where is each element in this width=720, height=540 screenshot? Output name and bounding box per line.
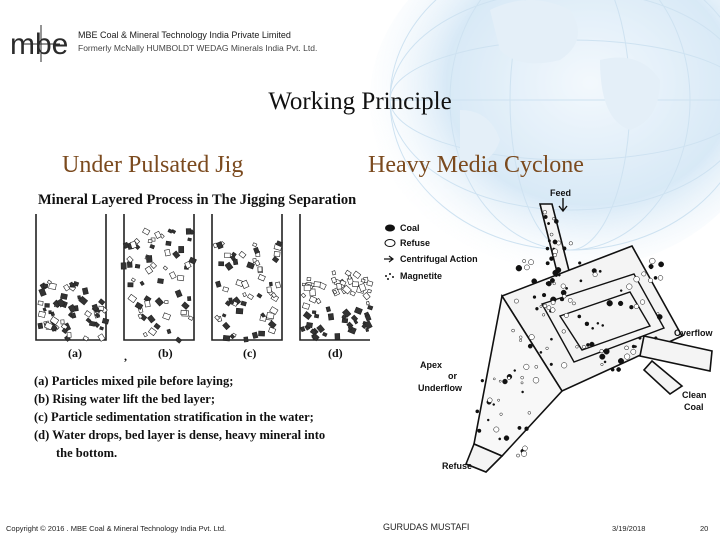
jig-particle [50,316,59,324]
cyclone-particle [582,345,585,348]
cyclone-particle [481,379,484,382]
jig-particle [155,298,163,306]
cyclone-particle [578,315,581,318]
jig-particle [71,313,76,318]
cyclone-particle [528,411,531,414]
jig-particle [302,303,309,310]
jig-particle [309,296,317,303]
jig-particle [145,300,151,307]
cyclone-particle [493,404,495,406]
cyclone-diagram [382,186,720,476]
magnetite-dots-icon [385,273,394,280]
cyclone-particle [535,365,538,368]
cyclone-particle [607,300,613,306]
cyclone-particle [546,347,549,350]
jig-particle [303,311,311,319]
cyclone-particle [523,259,526,262]
cyclone-particle [569,242,572,245]
cyclone-particle [548,240,550,242]
mbe-logo [8,22,74,64]
cyclone-particle [524,364,529,369]
cyclone-particle [597,322,599,324]
cyclone-particle [627,284,633,290]
cyclone-particle [550,338,552,340]
jig-particle [331,277,336,283]
jig-particle [252,332,258,338]
description-line-d: (d) Water drops, bed layer is dense, heavy mineral into [34,428,326,442]
cyclone-particle [542,314,545,317]
cyclone-particle [617,367,621,371]
jig-particle [143,332,147,337]
cyclone-particle [604,361,606,363]
logo-text: mbe [10,28,69,61]
jig-particle [128,283,133,287]
jig-particle [43,308,46,312]
jig-particle [225,262,233,270]
cyclone-particle [516,265,522,271]
cyclone-particle [649,258,655,264]
company-name: MBE Coal & Mineral Technology India Private Limited [78,30,291,40]
cyclone-particle [535,307,538,310]
arrow-right-icon [384,256,393,262]
jig-particle [352,282,358,287]
cyclone-particle [529,334,534,339]
panel-label-c: (c) [243,346,257,360]
jig-particle [165,301,168,304]
jig-particle [258,331,264,336]
jig-particle [179,246,184,252]
jig-particle [258,274,265,281]
cyclone-particle [563,247,567,251]
clean-coal-line2: Coal [684,402,704,412]
feed-label: Feed [550,188,572,198]
jig-particle [166,241,171,246]
jig-particle [177,275,184,281]
cyclone-particle [568,298,572,302]
cyclone-particle [553,270,559,276]
former-company-name: Formerly McNally HUMBOLDT WEDAG Minerals India Pvt. Ltd. [78,43,318,53]
feed-arrow-icon [559,198,567,211]
jig-particle [155,231,162,238]
cyclone-particle [533,296,536,299]
cyclone-particle [477,429,481,433]
jig-particle [225,253,231,258]
cyclone-particle [631,349,636,354]
jig-particle [182,302,190,310]
cyclone-particle [576,346,579,349]
jig-particle [268,321,276,329]
jig-particle [363,292,370,299]
jig-particle [188,316,193,321]
cyclone-particle [625,346,629,350]
jig-particle [38,301,43,305]
cyclone-particle [544,215,547,218]
jig-particle [257,293,262,298]
cyclone-particle [642,272,646,276]
jig-particle [314,282,321,287]
jig-particle [268,327,275,334]
jig-particle [258,267,262,272]
cyclone-particle [578,262,581,265]
cyclone-particle [514,299,518,303]
cyclone-particle [532,279,537,284]
cyclone-particle [554,219,558,223]
jig-particle [247,294,253,300]
panel-label-d: (d) [328,346,343,360]
description-line-a: (a) Particles mixed pile before laying; [34,374,234,388]
jig-particle [244,337,248,342]
jig-subtitle: Under Pulsated Jig [62,152,244,178]
cyclone-particle [550,233,553,236]
jig-particle [328,313,334,320]
jig-particle [366,328,369,332]
jig-particle [267,312,275,318]
jig-particle [135,264,140,268]
jig-particle [300,327,305,332]
description-line-c: (c) Particle sedimentation stratification in the water; [34,410,314,424]
jig-particle [167,329,171,334]
cyclone-particle [658,275,663,280]
cyclone-particle [639,337,642,340]
description-line-e: the bottom. [56,446,118,460]
cyclone-particle [593,272,597,276]
legend-refuse: Refuse [400,238,431,248]
cyclone-particle [525,427,529,431]
cyclone-particle [611,368,614,371]
jig-particle [150,244,155,248]
cyclone-particle [599,270,601,272]
cyclone-particle [550,363,553,366]
panel-label-a: (a) [68,346,82,360]
apex-label-line1: Apex [420,360,443,370]
jig-particle [253,243,257,247]
jig-particle [175,337,181,343]
cyclone-particle [521,382,523,384]
jig-particle [222,314,226,317]
cyclone-particle [600,354,605,359]
jig-particle [326,307,331,312]
cyclone-particle [522,391,524,393]
jig-particle [223,287,229,292]
cyclone-particle [634,276,640,282]
jig-particle [142,228,149,235]
cyclone-particle [564,313,568,317]
jig-particle [121,263,126,269]
cyclone-particle [618,358,623,363]
jig-particle [131,278,135,282]
coal-blob-icon [385,225,395,232]
cyclone-particle [561,363,567,369]
jig-particle [215,281,221,287]
jig-particle [63,284,69,291]
cyclone-particle [500,413,503,416]
cyclone-particle [542,293,546,297]
cyclone-particle [503,379,508,384]
cyclone-particle [562,294,566,298]
jig-particle [78,296,81,300]
jig-particle [157,278,163,283]
jig-particle [350,291,355,296]
jig-particle [267,287,272,293]
cyclone-particle [550,308,555,313]
jig-particle [368,305,373,310]
cyclone-particle [600,349,604,353]
cyclone-particle [521,376,524,379]
cyclone-particle [618,301,623,306]
cyclone-particle [649,264,653,268]
jig-particle [236,308,243,314]
cyclone-particle [654,337,657,340]
jig-particle [367,281,373,287]
jig-particle [255,260,260,266]
jig-particle [45,303,50,307]
cyclone-particle [476,410,479,413]
cyclone-particle [547,222,549,224]
jig-particle [223,335,230,341]
jig-particle [39,288,46,296]
jig-particle [301,293,306,298]
jig-particle [85,311,92,318]
jig-particle [147,315,155,323]
cyclone-particle [547,281,552,286]
cyclone-particle [632,345,635,348]
jig-particle [312,311,316,314]
cyclone-particle [658,262,663,267]
refuse-outlet-label: Refuse [442,461,473,471]
jig-particle [366,301,369,305]
cyclone-particle [562,330,566,334]
cyclone-particle [507,376,510,379]
cyclone-particle [549,257,553,261]
cyclone-particle [604,349,610,355]
jig-particle [223,322,230,329]
cyclone-particle [648,278,652,282]
jig-particle [154,323,160,329]
cyclone-particle [585,322,589,326]
legend-magnetite: Magnetite [400,271,443,281]
jig-particle [269,282,272,286]
cyclone-particle [488,398,493,403]
cyclone-particle [547,306,551,310]
jig-particle [92,304,98,311]
jig-particle [367,289,371,293]
jig-particle [348,276,351,280]
jig-particle [175,290,182,298]
jig-particle [100,327,104,331]
footer-copyright: Copyright © 2016 . MBE Coal & Mineral Technology India Pvt. Ltd. [6,524,227,533]
cyclone-legend [384,223,478,281]
jig-particle [168,229,173,233]
jig-particle [345,270,351,276]
cyclone-particle [519,336,522,339]
cyclone-particle [493,378,495,380]
jig-particle [163,313,171,320]
jig-particle [307,277,311,280]
jig-particle [163,266,167,270]
jig-particle [233,259,238,265]
cyclone-particle [528,260,533,265]
cyclone-particle [494,427,499,432]
clean-coal-line1: Clean [682,390,707,400]
jig-particle [140,281,144,285]
jig-particle [275,282,280,288]
cyclone-particle [602,324,604,326]
cyclone-particle [512,329,515,332]
jig-particle [99,299,105,305]
jig-particle [241,301,247,306]
cyclone-particle [528,344,532,348]
cyclone-particle [592,327,594,329]
slide-title: Working Principle [268,88,452,115]
footer-date: 3/19/2018 [612,524,646,533]
jig-particle [82,288,88,295]
refuse-blob-icon [385,240,395,247]
cyclone-particle [504,436,509,441]
jig-particle [165,249,171,256]
jig-particle [186,229,191,235]
description-line-b: (b) Rising water lift the bed layer; [34,392,215,406]
cyclone-particle [624,354,630,360]
cyclone-subtitle: Heavy Media Cyclone [368,152,584,178]
jig-particle [353,271,361,279]
cyclone-particle [546,261,550,265]
cyclone-particle [586,343,589,346]
jig-particle [332,271,336,275]
jig-particle [314,314,319,318]
cyclone-particle [533,377,539,383]
apex-label-line3: Underflow [418,383,462,393]
jig-particle [272,256,278,262]
jig-particle [145,266,153,274]
cyclone-particle [540,351,542,353]
cyclone-particle [654,276,657,279]
overflow-label: Overflow [674,328,713,338]
cyclone-particle [543,210,547,214]
footer-page-number: 20 [700,524,709,533]
jig-particle [335,333,340,339]
cyclone-particle [551,300,555,304]
jig-particle [43,284,47,288]
jig-particle [169,272,176,279]
cyclone-particle [524,265,529,270]
cyclone-particle [640,300,645,305]
cyclone-particle [514,370,516,372]
stray-mark: , [124,349,127,363]
cyclone-particle [590,342,595,347]
cyclone-particle [561,284,566,289]
jig-particle [89,321,95,326]
jig-particle [38,311,45,317]
jig-particle [239,251,246,258]
cyclone-particle [634,304,639,309]
cyclone-particle [519,339,521,341]
jig-particle [99,306,104,310]
cyclone-particle [516,454,519,457]
cyclone-particle [553,253,556,256]
footer-author: GURUDAS MUSTAFI [383,522,470,532]
jig-particle [188,238,192,241]
jig-particle [254,247,260,253]
cyclone-particle [657,314,662,319]
jig-particle [304,285,311,290]
jig-panels-illustration [28,210,380,345]
cyclone-particle [629,305,633,309]
jig-particle [365,314,371,321]
legend-coal: Coal [400,223,420,233]
jig-particle [306,322,312,327]
jig-particle [49,311,52,314]
cyclone-particle [523,446,528,451]
jig-particle [274,251,280,256]
jig-particle [322,332,327,336]
jig-particle [67,333,71,338]
cyclone-particle [552,217,555,220]
cyclone-particle [553,240,557,244]
jig-particle [354,307,362,314]
jig-particle [189,257,197,264]
cyclone-particle [620,290,622,292]
cyclone-particle [487,419,489,421]
jig-particle [38,323,43,329]
jig-particle [148,240,152,243]
cyclone-particle [521,451,527,457]
panel-label-b: (b) [158,346,173,360]
cyclone-particle [572,302,575,305]
apex-label-line2: or [448,371,457,381]
jig-particle [148,328,156,336]
cyclone-particle [518,426,521,429]
jig-particle [243,292,247,296]
jig-particle [102,318,109,324]
cyclone-particle [565,287,567,289]
jig-diagram-heading: Mineral Layered Process in The Jigging Separation [38,192,357,208]
cyclone-particle [558,274,560,276]
jig-particle [146,255,152,262]
cyclone-particle [580,280,582,282]
cyclone-particle [543,304,547,308]
jig-diagram [28,186,380,474]
jig-particle [128,294,137,302]
legend-centrifugal: Centrifugal Action [400,254,478,264]
cyclone-particle [499,438,501,440]
cyclone-particle [546,247,549,250]
cyclone-particle [499,380,501,382]
cyclone-particle [497,399,499,401]
jig-particle [219,262,224,266]
jig-particle [150,262,156,268]
cyclone-particle [601,363,603,365]
cyclone-particle [540,305,542,307]
jig-particle [187,296,190,300]
jig-particle [181,310,187,315]
